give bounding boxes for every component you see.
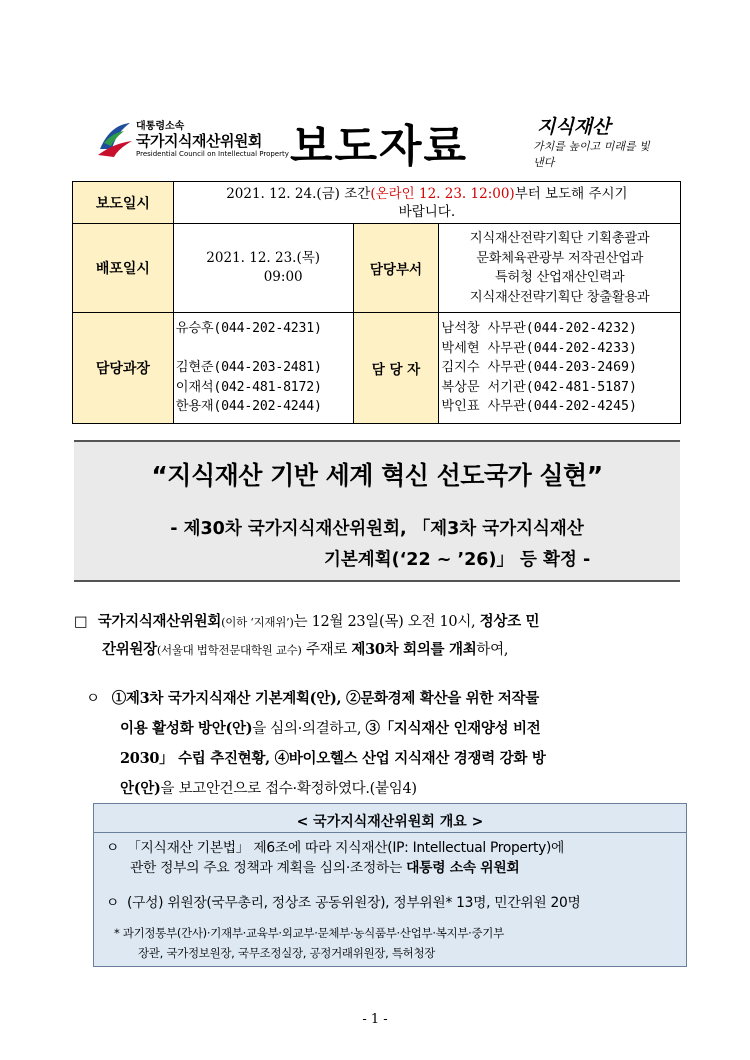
basis-text: 「지식재산 기본법」 제6조에 따라 지식재산(IP: Intellectual Property)에: [127, 840, 565, 856]
distribution-label: 배포일시: [73, 224, 174, 313]
distribution-date: 2021. 12. 23.(목): [206, 250, 321, 266]
agenda-item-3: ③「지식재산 인재양성 비전: [365, 720, 541, 737]
manager-item: 한용재(044-202-4244): [175, 399, 322, 415]
department-item: 지식재산전략기획단 기획총괄과: [469, 231, 650, 246]
staff-item: 김지수 사무관(044-203-2469): [441, 360, 637, 376]
department-label: 담당부서: [353, 224, 439, 313]
headline-sub-line2: 기본계획(‘22 ~ ’26)」 등 확정 -: [324, 550, 591, 570]
agenda-item-2-end: 이용 활성화 방안(안): [120, 720, 253, 737]
council-overview-box: [93, 803, 687, 967]
paragraph-agenda: [86, 684, 684, 804]
council-affiliation: 대통령 소속 위원회: [406, 860, 520, 876]
logo-top-text: 대통령소속: [136, 121, 185, 132]
headline-box: [74, 440, 680, 582]
circle-bullet-icon: ㅇ: [106, 840, 120, 856]
paragraph-meeting: [74, 608, 684, 664]
embargo-date: 2021. 12. 24.(금) 조간: [226, 185, 371, 202]
council-logo: [96, 113, 296, 165]
paragraph-line: [86, 774, 684, 804]
logo-main-text: 국가지식재산위원회: [136, 132, 262, 150]
manager-label: 담당과장: [73, 313, 174, 424]
paragraph-line: [86, 684, 684, 714]
headline-sub-line1: - 제30차 국가지식재산위원회, 「제3차 국가지식재산: [170, 519, 584, 539]
department-list: [439, 224, 681, 313]
circle-bullet-icon: ㅇ: [106, 895, 120, 911]
distribution-time: 09:00: [263, 269, 303, 285]
staff-item: 박인표 사무관(044-202-4245): [441, 399, 637, 415]
department-item: 특허청 산업재산인력과: [495, 270, 625, 285]
agenda-item-4-end: 안(안): [120, 780, 161, 797]
manager-item: 이재석(042-481-8172): [175, 379, 322, 395]
abbrev-note: (이하 ‘지재위’): [221, 615, 294, 629]
staff-item: 박세현 사무관(044-202-4233): [441, 340, 637, 356]
embargo-line2: 바랍니다.: [398, 203, 456, 220]
staff-list: [439, 313, 681, 424]
resolved-text: 을 심의·의결하고,: [252, 721, 366, 737]
paragraph-line: [86, 714, 684, 744]
manager-item: 김현준(044-203-2481): [175, 360, 322, 376]
presided-text: 주재로: [305, 642, 348, 658]
chair-affiliation: (서울대 법학전문대학원 교수): [156, 643, 302, 657]
paragraph-line: [74, 636, 684, 664]
overview-divider: [94, 832, 686, 833]
meeting-held-text: 제30차 회의를 개최: [351, 641, 477, 658]
square-bullet-icon: □: [74, 614, 88, 630]
note-line-2: 장관, 국가정보원장, 국무조정실장, 공정거래위원장, 특허청장: [138, 946, 436, 960]
slogan-sub: 가치를 높이고 미래를 빛낸다: [533, 140, 650, 169]
ip-slogan-logo: [533, 112, 653, 169]
staff-item: 남석창 사무관(044-202-4232): [441, 321, 637, 337]
embargo-cell: [173, 182, 680, 224]
basis-text-2: 관한 정부의 주요 정책과 계획을 심의·조정하는: [130, 860, 403, 876]
staff-label: 담 당 자: [353, 313, 439, 424]
headline-main: “지식재산 기반 세계 혁신 선도국가 실현”: [151, 461, 603, 490]
council-emblem-icon: [96, 119, 134, 159]
manager-list: [173, 313, 353, 424]
release-info-table: [72, 181, 681, 424]
circle-bullet-icon: ㅇ: [86, 691, 100, 707]
note-line-1: * 과기정통부(간사)·기재부·교육부·외교부·문체부·농식품부·산업부·복지부·중기부: [114, 926, 504, 940]
embargo-online-time: (온라인 12. 23. 12:00): [370, 185, 515, 202]
embargo-suffix: 부터 보도해 주시기: [514, 185, 628, 202]
distribution-cell: [173, 224, 353, 313]
chair-title: 간위원장: [102, 641, 157, 658]
paragraph-line: [74, 608, 684, 636]
staff-item: 복상문 서기관(042-481-5187): [441, 379, 637, 395]
overview-item-basis: [106, 838, 678, 878]
council-name: 국가지식재산위원회: [97, 613, 222, 630]
paragraph-line: [86, 744, 684, 774]
logo-english-text: Presidential Council on Intellectual Property: [136, 150, 289, 158]
manager-item: [176, 339, 351, 359]
embargo-label: 보도일시: [73, 182, 174, 224]
page-number: - 1 -: [362, 1012, 388, 1027]
agenda-items-3-4: 2030」 수립 추진현황, ④바이오헬스 산업 지식재산 경쟁력 강화 방: [120, 750, 546, 767]
overview-item-composition: [106, 893, 678, 913]
department-item: 문화체육관광부 저작권산업과: [476, 250, 644, 266]
manager-item: 유승후(044-202-4231): [175, 321, 322, 337]
paragraph-end: 하여,: [476, 642, 509, 658]
slogan-main: 지식재산: [537, 116, 611, 138]
press-release-title: 보도자료: [290, 121, 469, 172]
department-item: 지식재산전략기획단 창출활용과: [469, 289, 650, 305]
overview-title: < 국가지식재산위원회 개요 >: [296, 814, 484, 830]
agenda-items-1-2: ①제3차 국가지식재산 기본계획(안), ②문화경제 확산을 위한 저작물: [111, 690, 539, 707]
overview-note: [114, 923, 674, 963]
reported-text: 을 보고안건으로 접수·확정하였다.(붙임4): [160, 781, 417, 797]
chair-name: 정상조 민: [479, 613, 540, 630]
composition-text: (구성) 위원장(국무총리, 정상조 공동위원장), 정부위원* 13명, 민간위원 20명: [127, 895, 581, 911]
meeting-date: 는 12월 23일(목) 오전 10시,: [293, 614, 476, 630]
